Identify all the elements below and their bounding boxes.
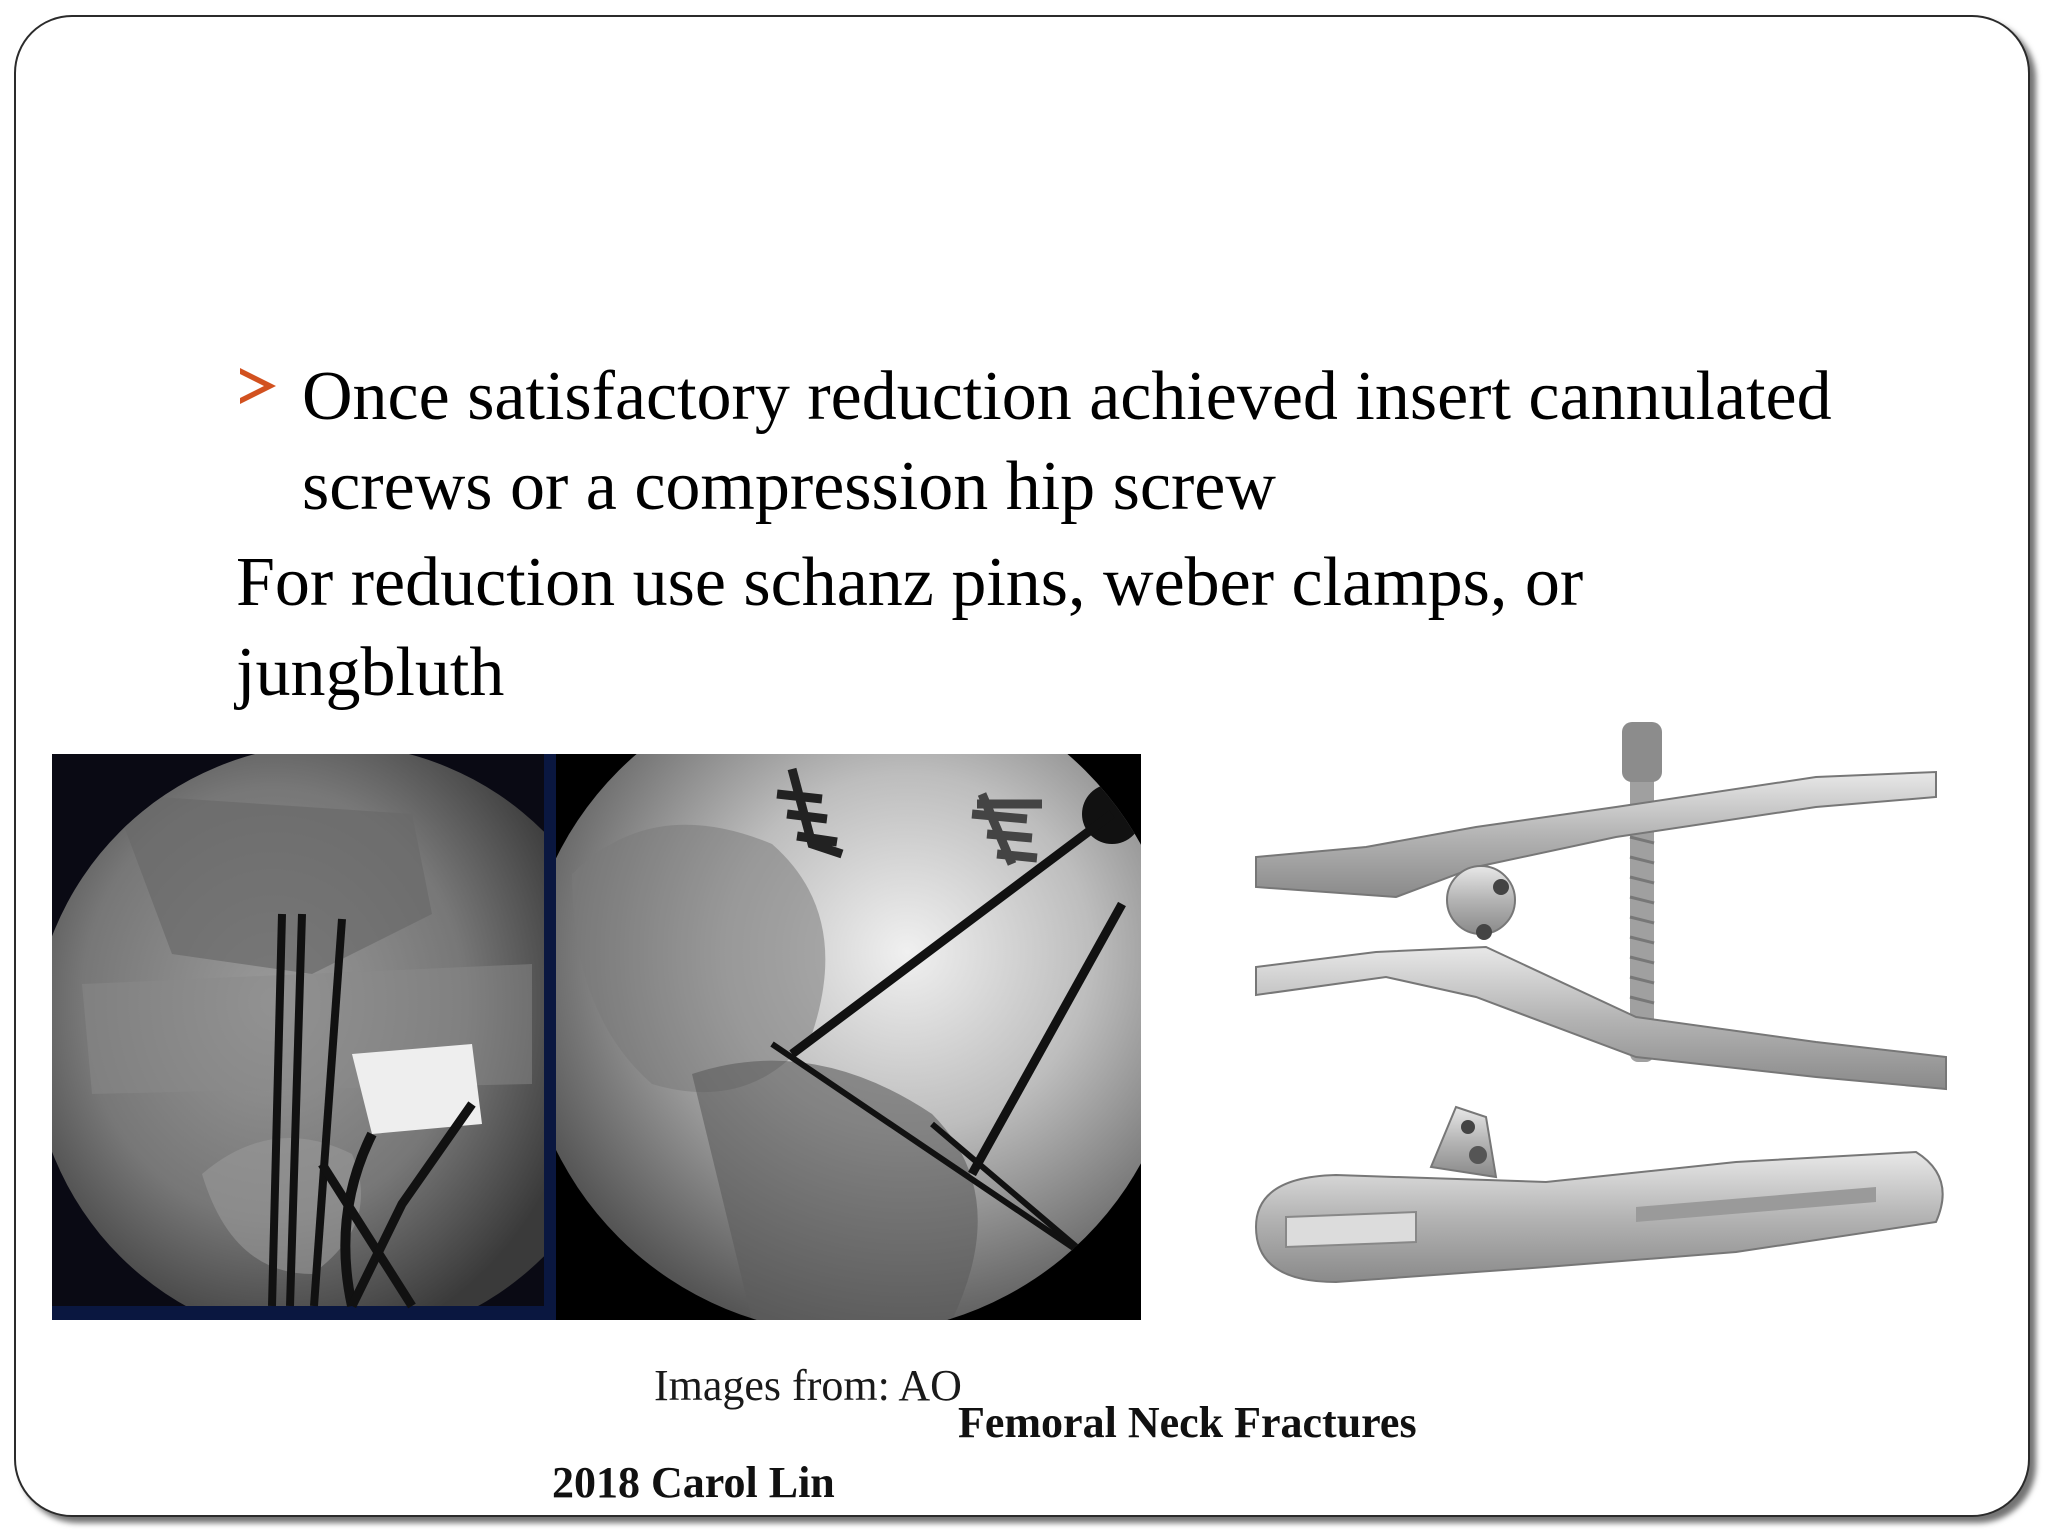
jungbluth-clamp-image: [1216, 697, 1956, 1337]
paragraph-line: For reduction use schanz pins, weber clamps, or: [236, 544, 1584, 621]
fluoroscopy-xray-image: [52, 754, 1141, 1320]
slide-body: [236, 352, 1936, 718]
xray-images: [52, 754, 1141, 1320]
paragraph: [236, 538, 1936, 718]
image-caption: Images from: AO: [654, 1361, 962, 1410]
tool-images: [1216, 697, 1956, 1337]
bullet-item: [236, 352, 1936, 532]
arrowhead-bullet-icon: [236, 364, 280, 408]
footer-author: 2018 Carol Lin: [552, 1458, 835, 1507]
paragraph-line: jungbluth: [236, 634, 505, 711]
footer-title: Femoral Neck Fractures: [958, 1398, 1417, 1447]
slide: [14, 15, 2030, 1517]
bullet-line: screws or a compression hip screw: [302, 448, 1276, 525]
bullet-line: Once satisfactory reduction achieved insert cannulated: [302, 358, 1832, 435]
